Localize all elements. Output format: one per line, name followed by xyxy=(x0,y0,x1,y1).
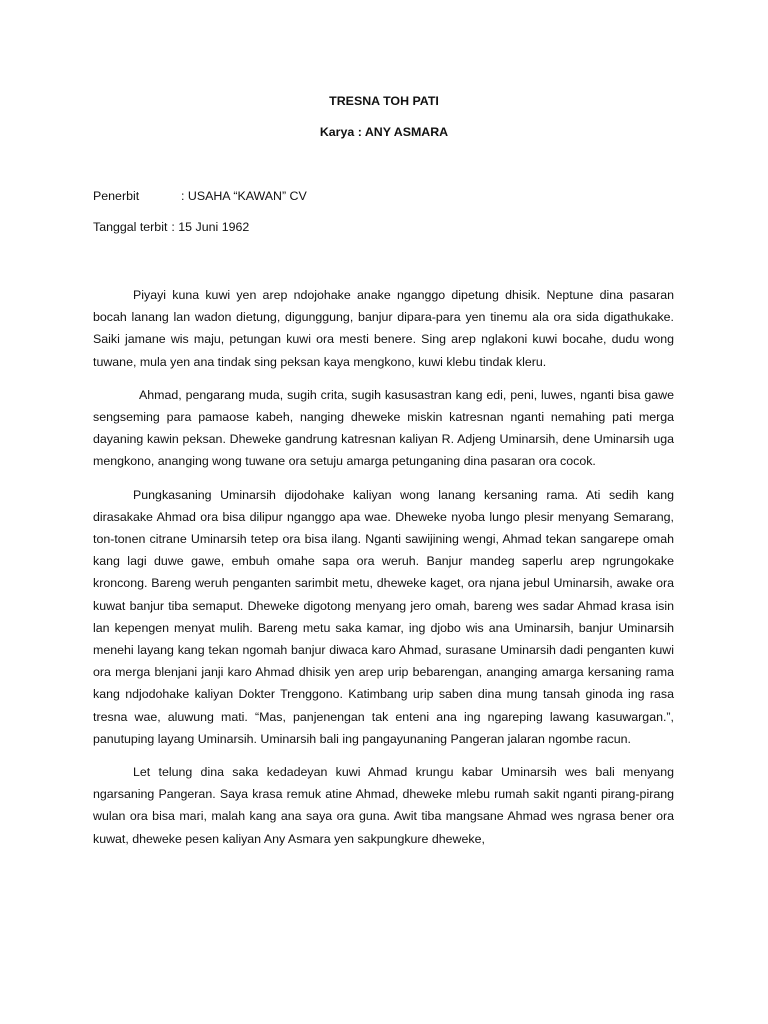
publisher-value: : USAHA “KAWAN” CV xyxy=(181,189,307,203)
document-title: TRESNA TOH PATI xyxy=(329,94,439,108)
paragraph: Pungkasaning Uminarsih dijodohake kaliyan wong lanang kersaning rama. Ati sedih kang dirasakake Ahmad ora bisa dilipur nganggo apa wae. Dheweke nyoba lungo plesir menyang Semarang, ton-tonen citrane Uminarsih tetep ora bisa ilang. Nganti sawijining wengi, Ahmad tekan sangarepe omah kang lagi duwe gawe, embuh omahe sapa ora weruh. Banjur mandeg saperlu arep ngrungokake kroncong. Bareng weruh penganten sarimbit metu, dheweke kaget, ora njana jebul Uminarsih, awake ora kuwat banjur tiba semaput. Dheweke digotong menyang jero omah, bareng wes sadar Ahmad krasa isin lan kepengen menyat mulih. Bareng metu saka kamar, ing djobo wis ana Uminarsih, banjur Uminarsih menehi layang kang tekan ngomah banjur diwaca karo Ahmad, surasane Uminarsih dadi penganten kuwi ora merga blenjani janji karo Ahmad dhisik yen arep urip bebarengan, ananging amarga kersaning rama kang ndjodohake kaliyan Dokter Trenggono. Katimbang urip saben dina mung tansah ginoda ing rasa tresna wae, aluwung mati. “Mas, panjenengan tak enteni ana ing ngareping lawang kasuwargan.”, panutuping layang Uminarsih. Uminarsih bali ing pangayunaning Pangeran jalaran ngombe racun. xyxy=(93,487,674,746)
paragraph: Let telung dina saka kedadeyan kuwi Ahmad krungu kabar Uminarsih wes bali menyang ngarsaning Pangeran. Saya krasa remuk atine Ahmad, dheweke mlebu rumah sakit nganti pirang-pirang wulan ora bisa mari, malah kang ana saya ora guna. Awit tiba mangsane Ahmad wes ngrasa bener ora kuwat, dheweke pesen kaliyan Any Asmara yen sakpungkure dheweke, xyxy=(93,765,674,846)
body-text xyxy=(93,284,674,861)
publisher-label: Penerbit xyxy=(93,189,140,203)
author-line: Karya : ANY ASMARA xyxy=(319,125,449,139)
paragraph: Ahmad, pengarang muda, sugih crita, sugih kasusastran kang edi, peni, luwes, nganti bisa gawe sengseming para pamaose kabeh, nanging dheweke miskin katresnan nganti nemahing pati merga dayaning kawin peksan. Dheweke gandrung katresnan kaliyan R. Adjeng Uminarsih, dene Uminarsih uga mengkono, ananging wong tuwane ora setuju amarga petunganing dina pasaran ora cocok. xyxy=(93,387,674,469)
publish-date-value: : 15 Juni 1962 xyxy=(171,220,250,234)
publisher-row xyxy=(93,189,307,203)
publish-date-label: Tanggal terbit xyxy=(93,220,168,234)
paragraph: Piyayi kuna kuwi yen arep ndojohake anake nganggo dipetung dhisik. Neptune dina pasaran bocah lanang lan wadon dietung, digunggung, banjur dipara-para yen tinemu ala ora sida digathukake. Saiki jamane wis maju, petungan kuwi ora mesti benere. Sing arep nglakoni kuwi bocahe, dudu wong tuwane, mula yen ana tindak sing peksan kaya mengkono, kuwi klebu tindak kleru. xyxy=(93,288,674,369)
publish-date-row xyxy=(93,220,249,234)
